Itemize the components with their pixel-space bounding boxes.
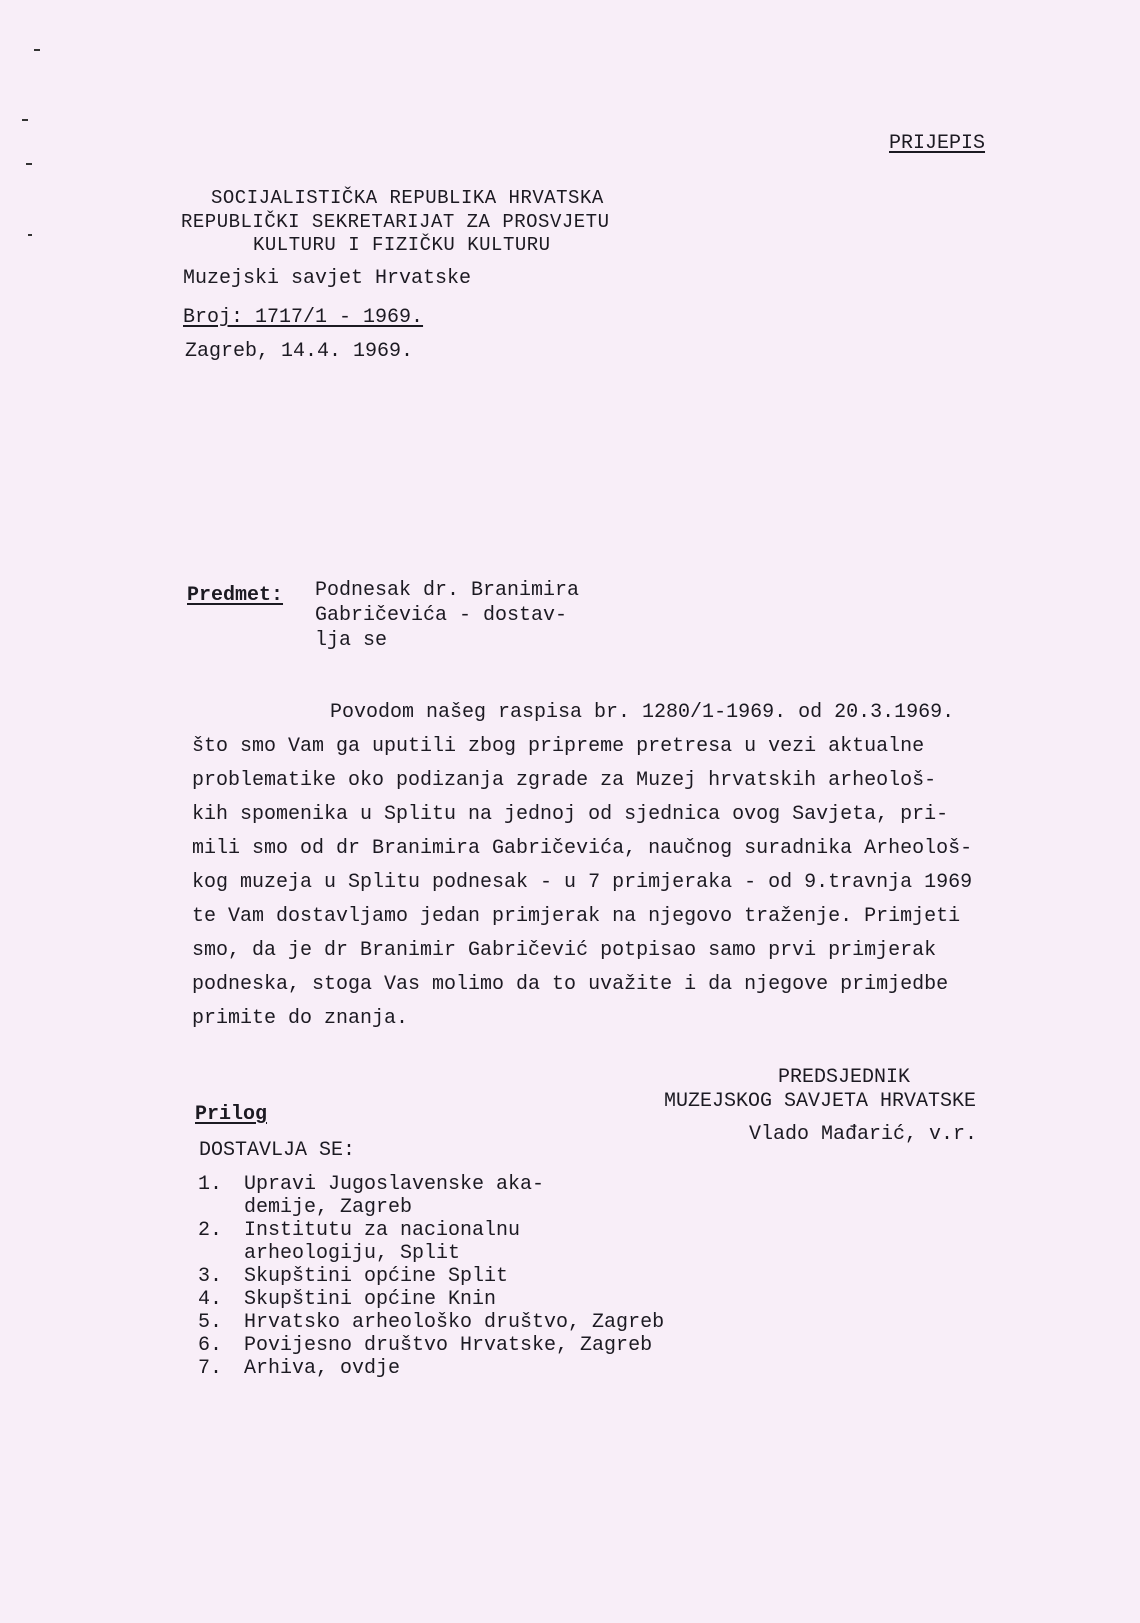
list-item-number: 5. — [198, 1311, 223, 1334]
scan-mark — [34, 49, 40, 51]
body-line: kih spomenika u Splitu na jednoj od sjednica ovog Savjeta, pri- — [192, 803, 949, 826]
body-line: podneska, stoga Vas molimo da to uvažite i da njegove primjedbe — [192, 973, 949, 996]
list-item-line: demije, Zagreb — [244, 1196, 413, 1219]
body-line: što smo Vam ga uputili zbog pripreme pretresa u vezi aktualne — [192, 735, 925, 758]
body-line: kog muzeja u Splitu podnesak - u 7 primjeraka - od 9.travnja 1969 — [192, 871, 973, 894]
body-line: primite do znanja. — [192, 1007, 409, 1030]
list-item — [198, 1265, 664, 1288]
attachment-label: Prilog — [195, 1103, 268, 1126]
header-line-3: KULTURU I FIZIČKU KULTURU — [253, 234, 551, 256]
subject-line-1: Podnesak dr. Branimira — [315, 579, 580, 602]
document-label: PRIJEPIS — [889, 132, 986, 155]
list-item — [198, 1219, 664, 1265]
scan-mark — [26, 163, 32, 165]
distribution-list — [198, 1173, 664, 1380]
distribution-label: DOSTAVLJA SE: — [199, 1139, 356, 1162]
list-item — [198, 1288, 664, 1311]
list-item-line: Upravi Jugoslavenske aka- — [244, 1173, 545, 1196]
body-line: smo, da je dr Branimir Gabričević potpisao samo prvi primjerak — [192, 939, 937, 962]
letter-body — [192, 696, 1092, 1036]
list-item-text: Hrvatsko arheološko društvo, Zagreb — [244, 1311, 665, 1334]
list-item-number: 6. — [198, 1334, 223, 1357]
organization-name: Muzejski savjet Hrvatske — [183, 267, 472, 290]
subject-line-2: Gabričevića - dostav- — [315, 604, 568, 627]
body-line: te Vam dostavljamo jedan primjerak na njegovo traženje. Primjeti — [192, 905, 961, 928]
header-line-1: SOCIJALISTIČKA REPUBLIKA HRVATSKA — [211, 187, 604, 209]
scan-mark — [22, 119, 28, 121]
header-line-2: REPUBLIČKI SEKRETARIJAT ZA PROSVJETU — [181, 211, 610, 233]
list-item — [198, 1357, 664, 1380]
list-item-line: arheologiju, Split — [244, 1242, 461, 1265]
signature-name: Vlado Mađarić, v.r. — [749, 1123, 978, 1146]
list-item-text: Arhiva, ovdje — [244, 1357, 401, 1380]
list-item-number: 1. — [198, 1173, 223, 1196]
subject-label: Predmet: — [187, 584, 284, 607]
subject-line-3: lja se — [315, 629, 388, 652]
signature-title-2: MUZEJSKOG SAVJETA HRVATSKE — [664, 1090, 977, 1113]
list-item-text — [244, 1173, 544, 1219]
reference-number: Broj: 1717/1 - 1969. — [183, 306, 424, 329]
list-item-text: Povijesno društvo Hrvatske, Zagreb — [244, 1334, 653, 1357]
list-item-text: Skupštini općine Knin — [244, 1288, 497, 1311]
list-item-text: Skupštini općine Split — [244, 1265, 509, 1288]
list-item — [198, 1173, 664, 1219]
scan-mark — [28, 234, 32, 236]
list-item-number: 4. — [198, 1288, 223, 1311]
list-item — [198, 1311, 664, 1334]
signature-title-1: PREDSJEDNIK — [778, 1066, 911, 1089]
list-item — [198, 1334, 664, 1357]
body-line: Povodom našeg raspisa br. 1280/1-1969. od 20.3.1969. — [330, 701, 955, 724]
list-item-line: Institutu za nacionalnu — [244, 1219, 521, 1242]
body-line: mili smo od dr Branimira Gabričevića, naučnog suradnika Arheološ- — [192, 837, 973, 860]
body-line: problematike oko podizanja zgrade za Muzej hrvatskih arheološ- — [192, 769, 937, 792]
document-date: Zagreb, 14.4. 1969. — [185, 340, 414, 363]
list-item-number: 2. — [198, 1219, 223, 1242]
list-item-number: 7. — [198, 1357, 223, 1380]
list-item-text — [244, 1219, 520, 1265]
list-item-number: 3. — [198, 1265, 223, 1288]
